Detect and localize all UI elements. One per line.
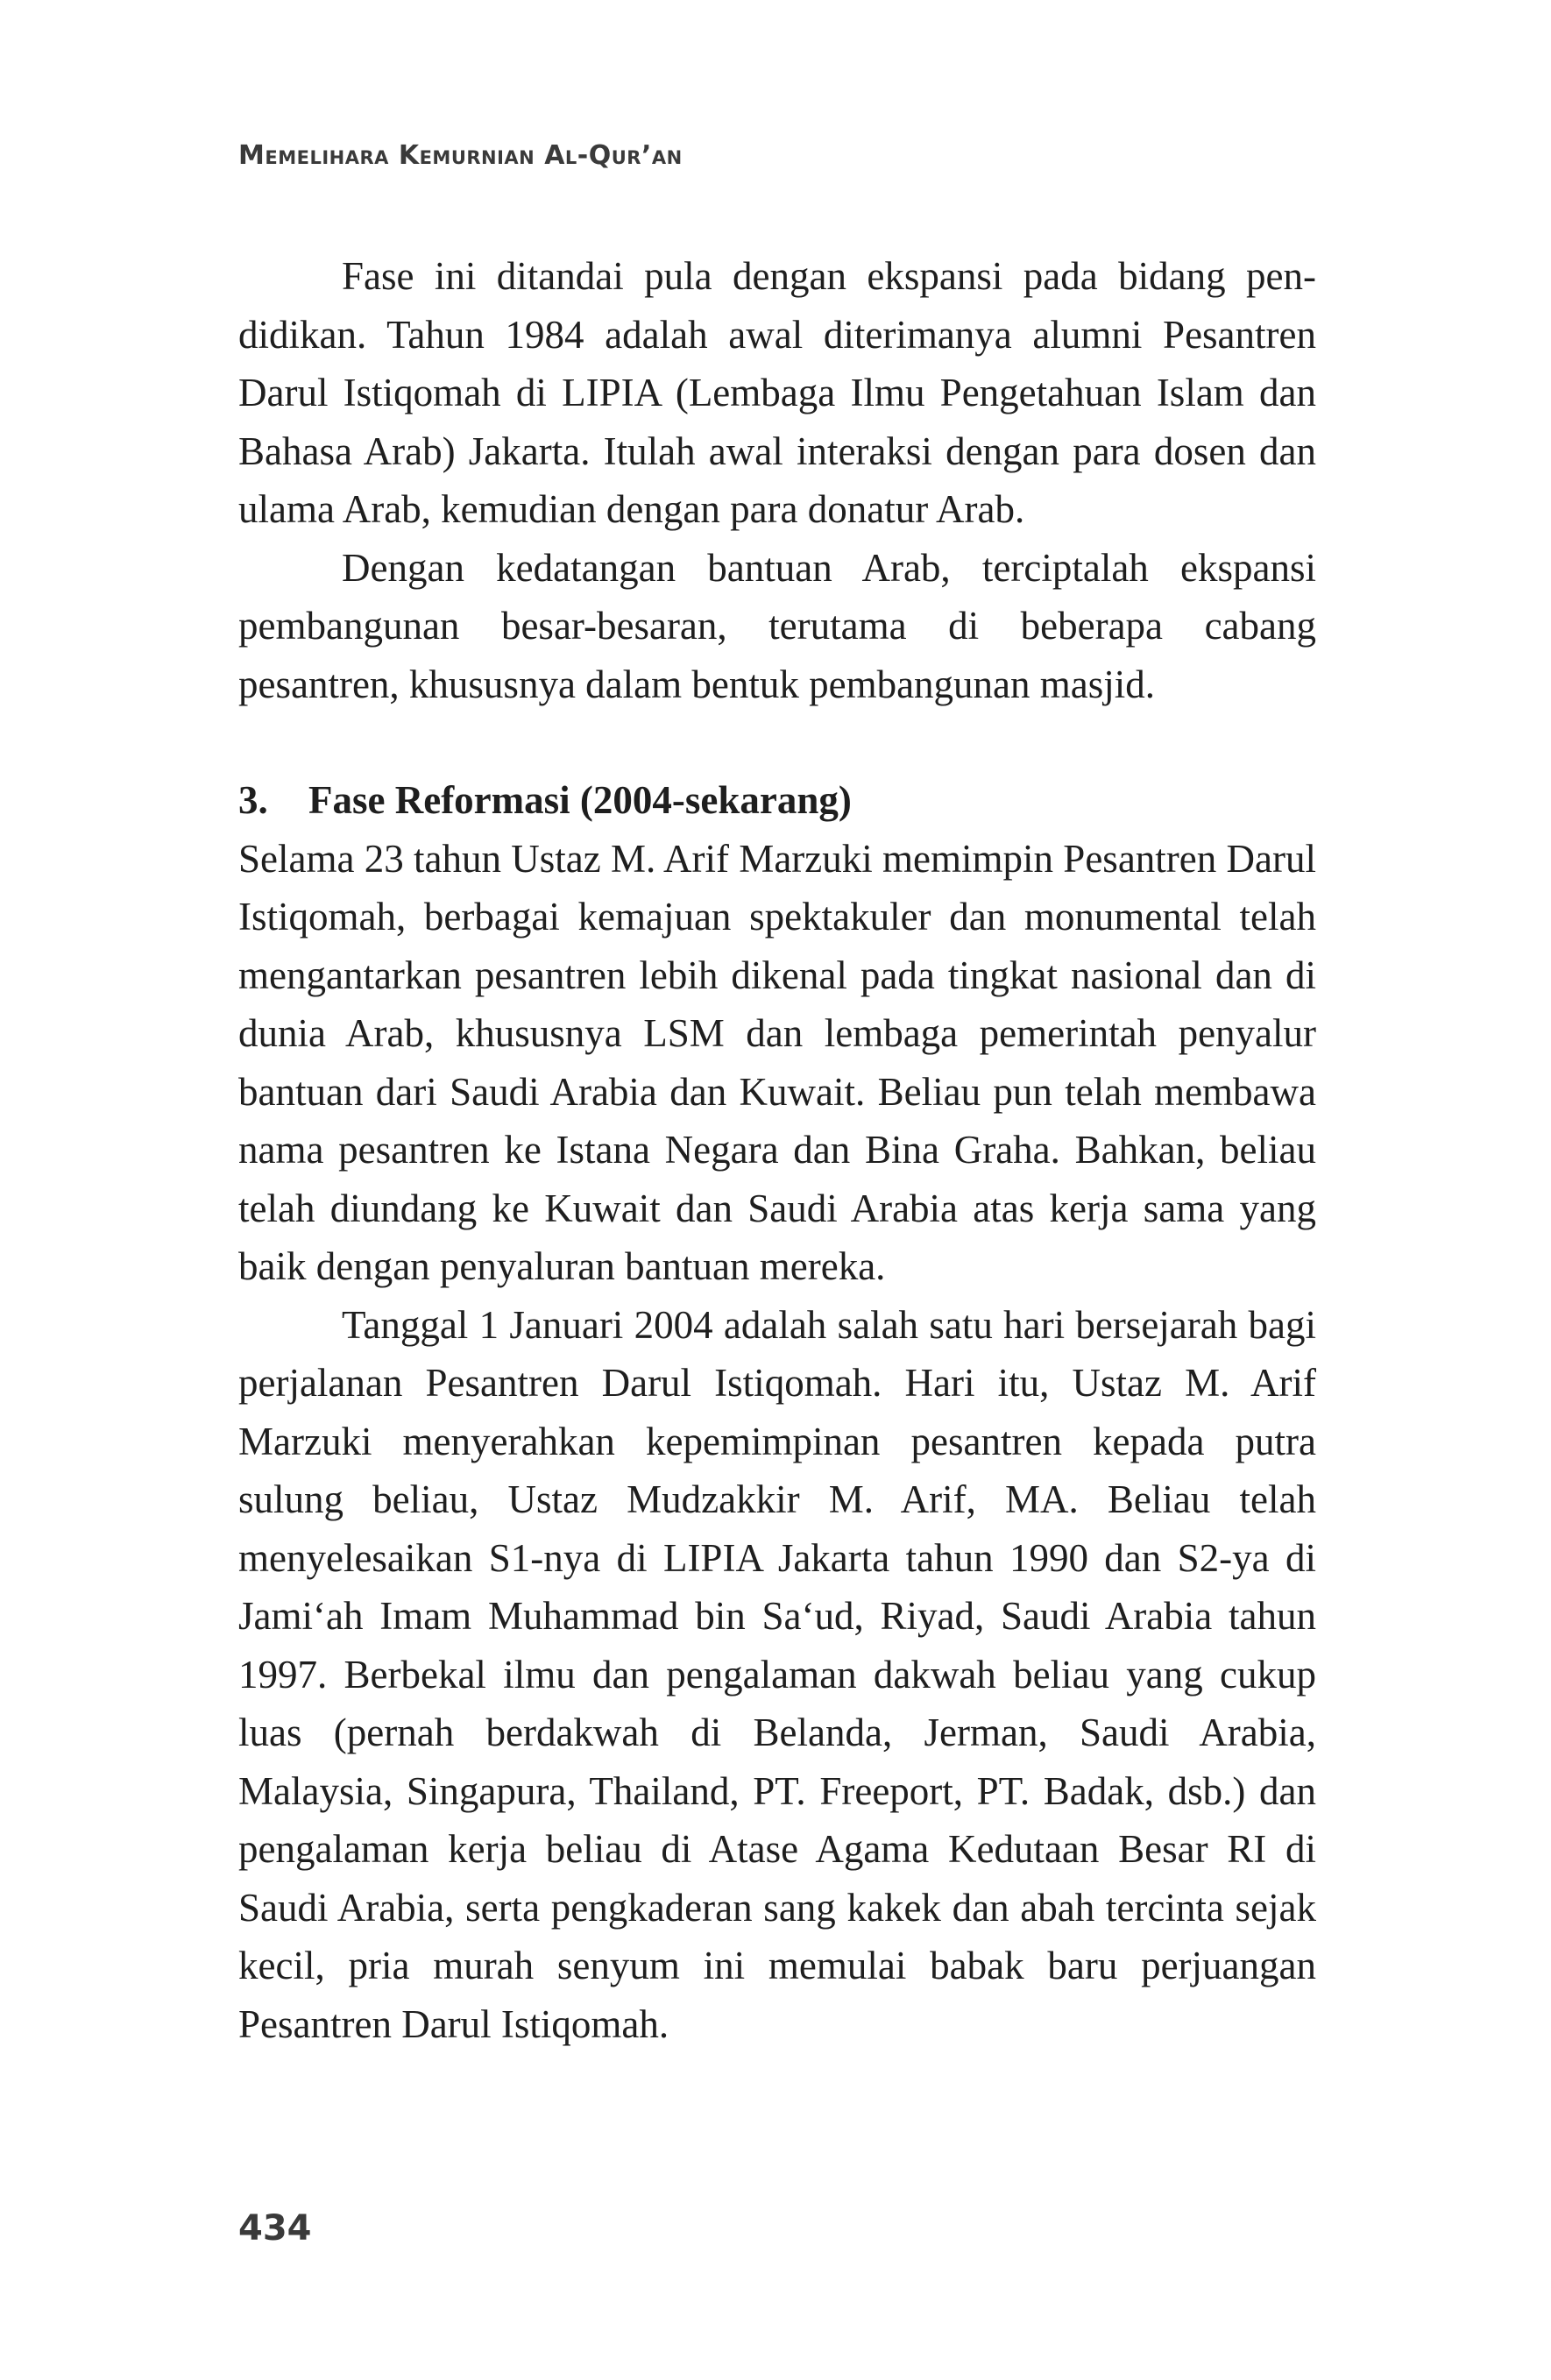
section-number: 3. bbox=[238, 778, 268, 822]
section-title: Fase Reformasi (2004-sekarang) bbox=[308, 778, 852, 822]
running-head: Memelihara Kemurnian Al-Qur’an bbox=[238, 140, 683, 171]
page-number: 434 bbox=[238, 2208, 312, 2249]
page-body bbox=[238, 247, 1316, 2053]
paragraph-1: Fase ini ditandai pula dengan ekspansi pada bidang pendidikan. Tahun 1984 adalah awal diterimanya alumni Pesantren Darul Istiqomah di LIPIA (Lembaga Ilmu Pengetahuan Islam dan Bahasa Arab) Jakarta. Itulah awal interaksi dengan para dosen dan ulama Arab, kemudian dengan para donatur Arab. bbox=[238, 254, 1316, 531]
section-heading bbox=[238, 771, 1316, 830]
paragraph-2: Dengan kedatangan bantuan Arab, terciptalah ekspansi pembangunan besar-besaran, terutama di beberapa cabang pesantren, khususnya dalam bentuk pembangunan masjid. bbox=[238, 545, 1316, 706]
paragraph-4: Tanggal 1 Januari 2004 adalah salah satu hari bersejarah bagi perjalanan Pesantren Darul Istiqomah. Hari itu, Ustaz M. Arif Marzuki menyerahkan kepemimpinan pesantren kepada putra sulung beliau, Ustaz Mudzakkir M. Arif, MA. Beliau telah menyelesaikan S1-nya di LIPIA Jakarta tahun 1990 dan S2-ya di Jami‘ah Imam Muhammad bin Sa‘ud, Riyad, Saudi Arabia tahun 1997. Berbekal ilmu dan pengalaman dakwah beliau yang cukup luas (pernah berdakwah di Belanda, Jerman, Saudi Arabia, Malaysia, Singapura, Thailand, PT. Freeport, PT. Badak, dsb.) dan pengalaman kerja beliau di Atase Agama Kedutaan Besar RI di Saudi Arabia, serta pengkaderan sang kakek dan abah tercinta sejak kecil, pria murah senyum ini memulai babak baru perjuangan Pesantren Darul Istiqomah. bbox=[238, 1302, 1316, 2046]
paragraph-3: Selama 23 tahun Ustaz M. Arif Marzuki memimpin Pesantren Darul Istiqomah, berbagai kemajuan spektakuler dan monumental telah mengantarkan pesantren lebih dikenal pada tingkat nasional dan di dunia Arab, khususnya LSM dan lembaga pemerintah penyalur bantuan dari Saudi Arabia dan Kuwait. Beliau pun telah membawa nama pesantren ke Istana Negara dan Bina Graha. Bahkan, beliau telah diundang ke Kuwait dan Saudi Arabia atas kerja sama yang baik dengan penyaluran bantuan mereka. bbox=[238, 836, 1316, 1288]
